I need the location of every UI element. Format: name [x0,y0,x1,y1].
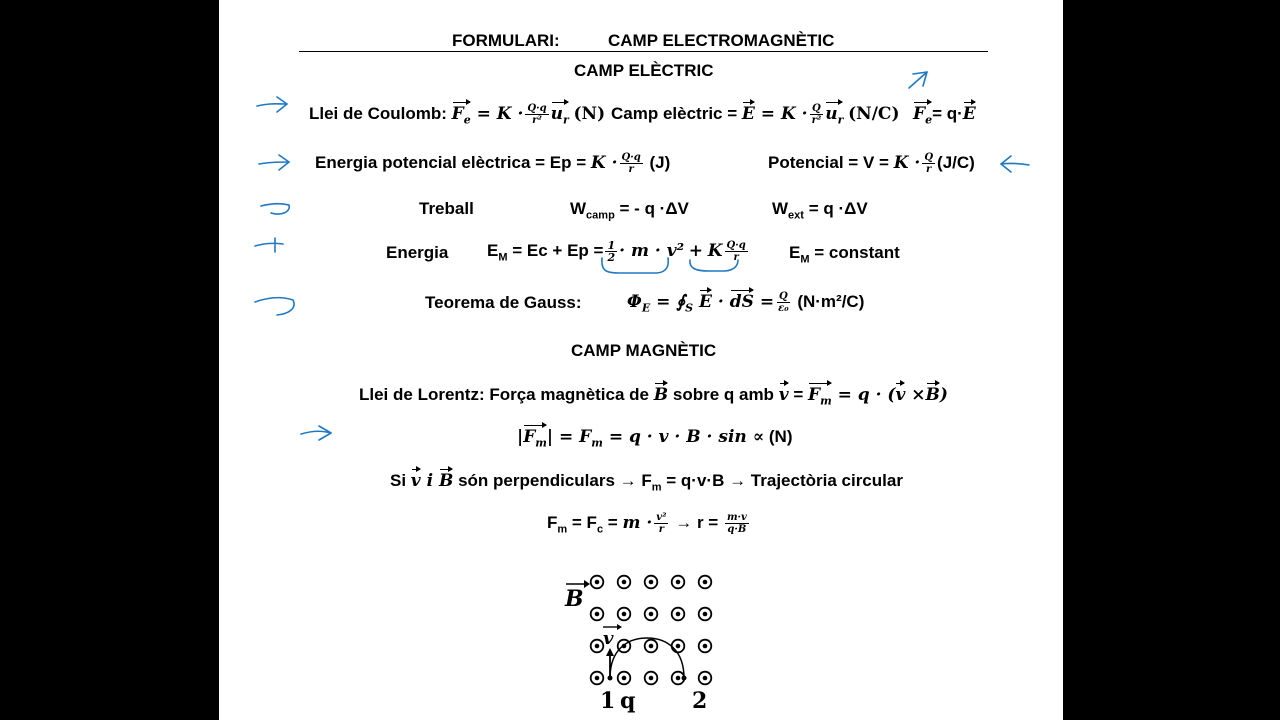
ep-unit: (J) [649,152,671,172]
field-unit: (N/C) [848,104,900,124]
field-label: Camp elèctric = [611,104,738,123]
potential-formula: Potencial = V = K · $\frac{Q}{r}$ (J/C) [768,152,975,175]
coulomb-formula: Llei de Coulomb: $F_e = K$ · $\frac{Q\cdot q}{\text{r²}}$ $u_r$ (N) [309,103,606,127]
energy-label: Energia [386,243,449,262]
formula-sheet-page [219,0,1063,720]
diagram-label-2: 2 [692,688,708,714]
work-label: Treball [419,199,474,218]
mechanical-energy-formula: $E_M = Ec + Ep$ = $\frac{1}{2}$ · m · v² + K $\frac{Q\cdot q}{r}$ [487,239,746,264]
gauss-formula: $\Phi_E$ = $∮_S$ E · dS = $\frac{Q}{\text{ε₀}}$ (N·m²/C) [627,291,865,315]
potential-unit: (J/C) [937,152,975,172]
magnetic-force-magnitude: $|F_m| = F_m = q \cdot v \cdot B \cdot \sin \propto (N)$ [517,427,793,450]
diagram-label-1: 1 [600,688,616,714]
diagram-b-label: B [565,586,584,612]
ep-label: Energia potencial elèctrica = Ep = [315,152,587,172]
work-field-formula: $W_{camp}$ = - q ·ΔV [570,199,689,222]
annotation-arrow-icon [257,104,287,106]
magnetic-heading: CAMP MAGNÈTIC [571,341,717,360]
work-external-formula: $W_{ext} = q \cdot\Delta V$ [772,199,868,222]
gauss-unit: (N·m²/C) [797,292,865,311]
radius-formula: $F_m = F_c = m$ · $\frac{\text{v²}}{r}$ → r = $\frac{m\cdot v}{q\cdot B}$ [547,512,747,536]
coulomb-label: Llei de Coulomb: [309,104,447,123]
energy-constant: $E_M$ = constant [789,243,900,266]
gauss-label: Teorema de Gauss: [425,293,582,312]
annotation-arrow-icon [259,162,289,164]
potential-label: Potencial = V = [768,152,889,172]
lorentz-formula: Llei de Lorentz: Força magnètica de B sobre q amb $v = F_m = q \cdot (v \times B)$ [359,385,948,408]
coulomb-unit: (N) [573,104,606,124]
potential-energy-formula: Energia potencial elèctrica = Ep = K · $\frac{Q\cdot q}{r}$ (J) [315,152,671,175]
diagram-v-label: v [603,628,614,649]
force-charge-field: $F_e= q\cdot E$ [913,104,976,127]
electric-heading: CAMP ELÈCTRIC [574,61,714,80]
handwritten-annotations [219,0,1063,720]
header-formulari: FORMULARI: [452,31,560,50]
header-title: CAMP ELECTROMAGNÈTIC [608,31,835,50]
perpendicular-statement: Si v i B són perpendiculars → $F_m = q\cdot v\cdot B$ → Trajectòria circular [390,471,903,494]
diagram-label-q: q [620,688,636,714]
field-formula: Camp elèctric = E = K · $\frac{Q}{\text{r²}}$ $u_r$ (N/C) [611,103,900,127]
